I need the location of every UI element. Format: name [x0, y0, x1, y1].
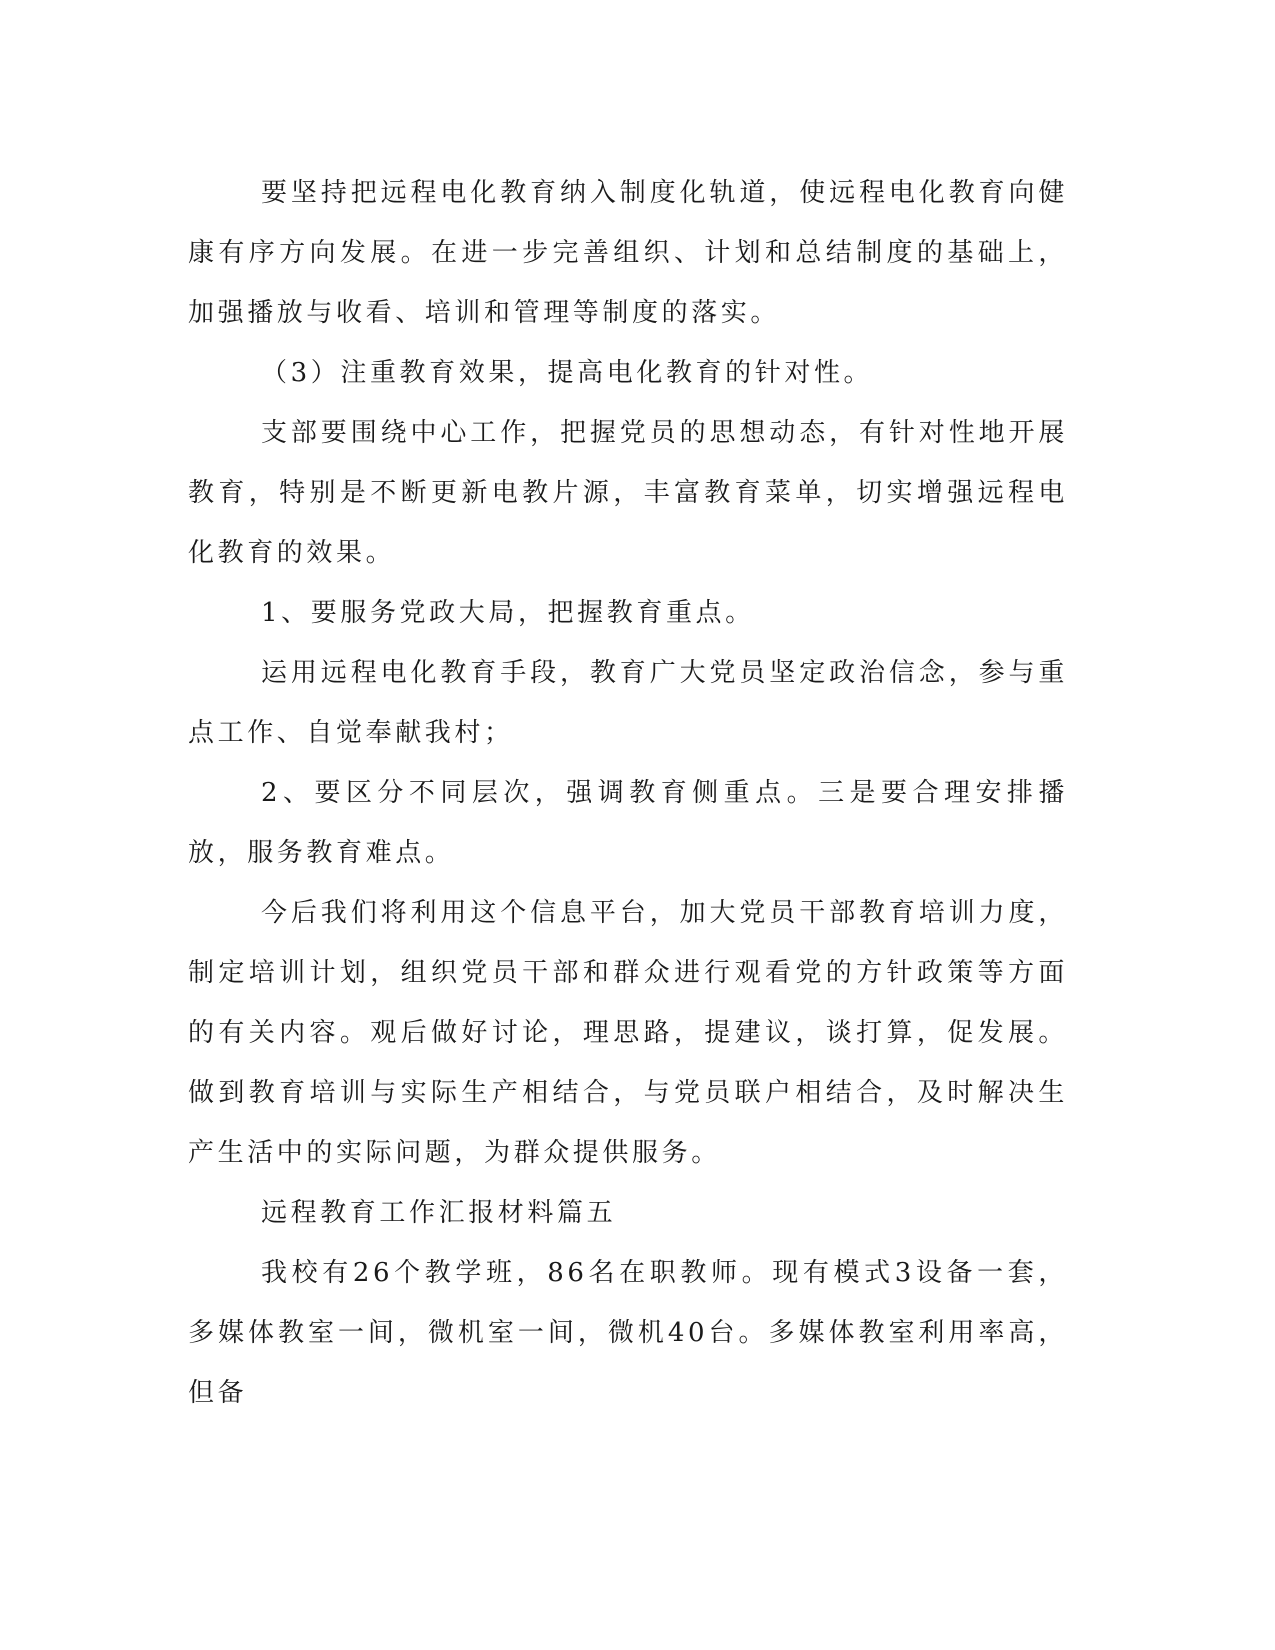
item-different-levels: 2、要区分不同层次，强调教育侧重点。三是要合理安排播放，服务教育难点。 — [188, 778, 1068, 868]
paragraph-system-building: 要坚持把远程电化教育纳入制度化轨道，使远程电化教育向健康有序方向发展。在进一步完善组织、计划和总结制度的基础上，加强播放与收看、培训和管理等制度的落实。 — [188, 178, 1068, 328]
paragraph-future-plan: 今后我们将利用这个信息平台，加大党员干部教育培训力度，制定培训计划，组织党员干部和群众进行观看党的方针政策等方面的有关内容。观后做好讨论，理思路，提建议，谈打算，促发展。做到教育培训与实际生产相结合，与党员联户相结合，及时解决生产生活中的实际问题，为群众提供服务。 — [188, 898, 1068, 1168]
item-serve-overall: 1、要服务党政大局，把握教育重点。 — [261, 598, 755, 628]
paragraph-school-overview: 我校有26个教学班，86名在职教师。现有模式3设备一套，多媒体教室一间，微机室一间，微机40台。多媒体教室利用率高，但备 — [188, 1258, 1068, 1408]
paragraph-education-means: 运用远程电化教育手段，教育广大党员坚定政治信念，参与重点工作、自觉奉献我村； — [188, 658, 1068, 748]
heading-education-effect: （3）注重教育效果，提高电化教育的针对性。 — [261, 358, 874, 388]
document-body — [188, 163, 1068, 1423]
section-title-part-five: 远程教育工作汇报材料篇五 — [261, 1198, 617, 1228]
paragraph-branch-work: 支部要围绕中心工作，把握党员的思想动态，有针对性地开展教育，特别是不断更新电教片源，丰富教育菜单，切实增强远程电化教育的效果。 — [188, 418, 1068, 568]
